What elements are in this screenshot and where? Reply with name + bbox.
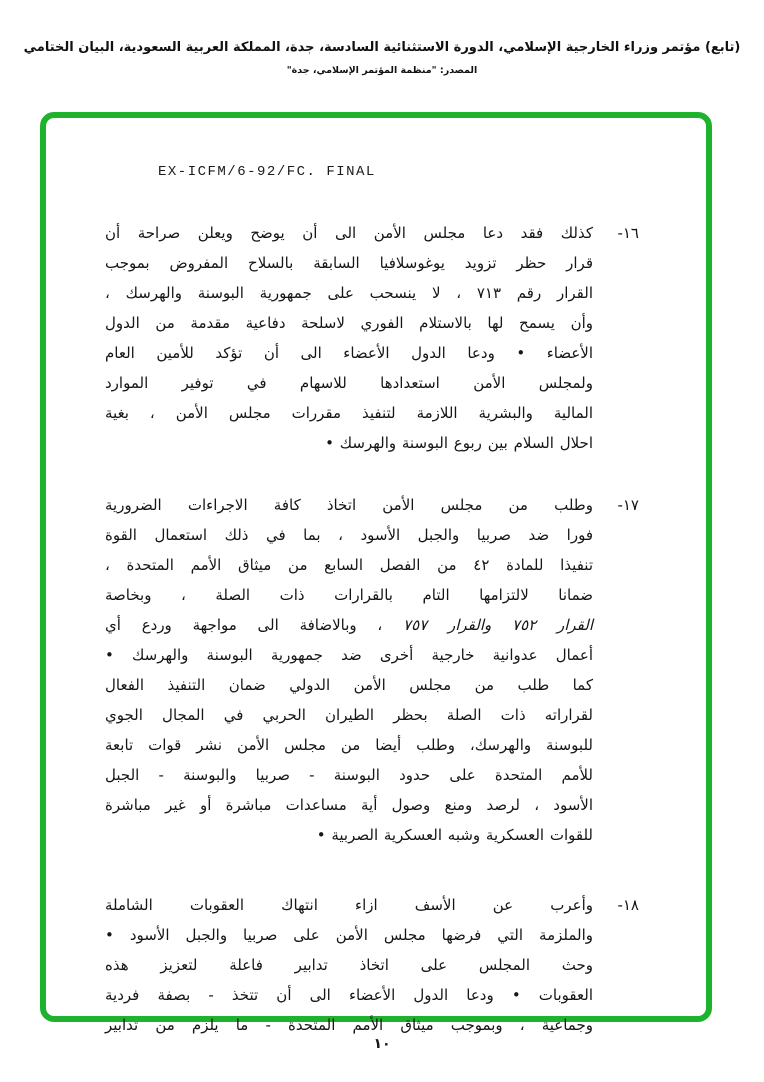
text-line: الأسود ، لرصد ومنع وصول أية مساعدات مباشرة أو غير مباشرة bbox=[105, 796, 593, 814]
header-title: (تابع) مؤتمر وزراء الخارجية الإسلامي، الدورة الاستثنائية السادسة، جدة، المملكة العربية السعودية، البيان الختامي bbox=[23, 40, 741, 55]
page-number: ١٠ bbox=[373, 1036, 391, 1052]
text-line bbox=[105, 610, 593, 640]
header-source: المصدر: "منظمة المؤتمر الإسلامي، جدة" bbox=[286, 65, 478, 76]
paragraph-number: ١٦- bbox=[617, 224, 639, 242]
text-line: تنفيذا للمادة ٤٢ من الفصل السابع من ميثاق الأمم المتحدة ، bbox=[105, 556, 593, 574]
text-line: لقراراته ذات الصلة بحظر الطيران الحربي في المجال الجوي bbox=[105, 706, 593, 724]
text-line: وجماعية ، وبموجب ميثاق الأمم المتحدة - ما يلزم من تدابير bbox=[105, 1016, 593, 1034]
text-line: للأمم المتحدة على حدود البوسنة - صربيا والبوسنة - الجبل bbox=[105, 766, 593, 784]
text-line: الأعضاء • ودعا الدول الأعضاء الى أن تؤكد للأمين العام bbox=[105, 344, 593, 362]
paragraph-text bbox=[105, 490, 593, 850]
text-line: ولمجلس الأمن استعدادها للاسهام في توفير الموارد bbox=[105, 374, 593, 392]
paragraph-18 bbox=[46, 890, 706, 1040]
text-line: للقوات العسكرية وشبه العسكرية الصربية • bbox=[316, 826, 593, 844]
content-frame bbox=[40, 112, 712, 1034]
paragraph-16 bbox=[46, 218, 706, 458]
paragraph-text bbox=[105, 218, 593, 458]
text-line: كما طلب من مجلس الأمن الدولي ضمان التنفيذ الفعال bbox=[105, 676, 593, 694]
text-line: والملزمة التي فرضها مجلس الأمن على صربيا والجبل الأسود • bbox=[105, 926, 593, 944]
text-line: وأعرب عن الأسف ازاء انتهاك العقوبات الشاملة bbox=[105, 896, 593, 914]
paragraph-17 bbox=[46, 490, 706, 850]
text-segment: ، وبالاضافة الى مواجهة وردع أي bbox=[105, 616, 404, 634]
resolution-reference-italic: القرار ٧٥٢ والقرار ٧٥٧ bbox=[403, 616, 593, 634]
text-line: للبوسنة والهرسك، وطلب أيضا من مجلس الأمن نشر قوات تابعة bbox=[105, 736, 593, 754]
paragraph-number: ١٧- bbox=[617, 496, 639, 514]
text-line: القرار رقم ٧١٣ ، لا ينسحب على جمهورية البوسنة والهرسك ، bbox=[105, 284, 593, 302]
text-line: ضمانا لالتزامها التام بالقرارات ذات الصلة ، وبخاصة bbox=[105, 586, 593, 604]
text-line: وطلب من مجلس الأمن اتخاذ كافة الاجراءات الضرورية bbox=[105, 496, 593, 514]
text-line: كذلك فقد دعا مجلس الأمن الى أن يوضح ويعلن صراحة أن bbox=[105, 224, 593, 242]
paragraph-text bbox=[105, 890, 593, 1040]
text-line: وحث المجلس على اتخاذ تدابير فاعلة لتعزيز هذه bbox=[105, 956, 593, 974]
document-code: EX-ICFM/6-92/FC. FINAL bbox=[158, 164, 376, 180]
text-line: احلال السلام بين ربوع البوسنة والهرسك • bbox=[325, 434, 593, 452]
document-header bbox=[0, 0, 764, 76]
text-line: العقوبات • ودعا الدول الأعضاء الى أن تتخذ - بصفة فردية bbox=[105, 986, 593, 1004]
text-line: المالية والبشرية اللازمة لتنفيذ مقررات مجلس الأمن ، بغية bbox=[105, 404, 593, 422]
paragraph-number: ١٨- bbox=[617, 896, 639, 914]
text-line: فورا ضد صربيا والجبل الأسود ، بما في ذلك استعمال القوة bbox=[105, 526, 593, 544]
text-line: قرار حظر تزويد يوغوسلافيا السابقة بالسلاح المفروض بموجب bbox=[105, 254, 593, 272]
text-line: وأن يسمح لها بالاستلام الفوري لاسلحة دفاعية مقدمة من الدول bbox=[105, 314, 593, 332]
text-line: أعمال عدوانية خارجية أخرى ضد جمهورية البوسنة والهرسك • bbox=[105, 646, 593, 664]
